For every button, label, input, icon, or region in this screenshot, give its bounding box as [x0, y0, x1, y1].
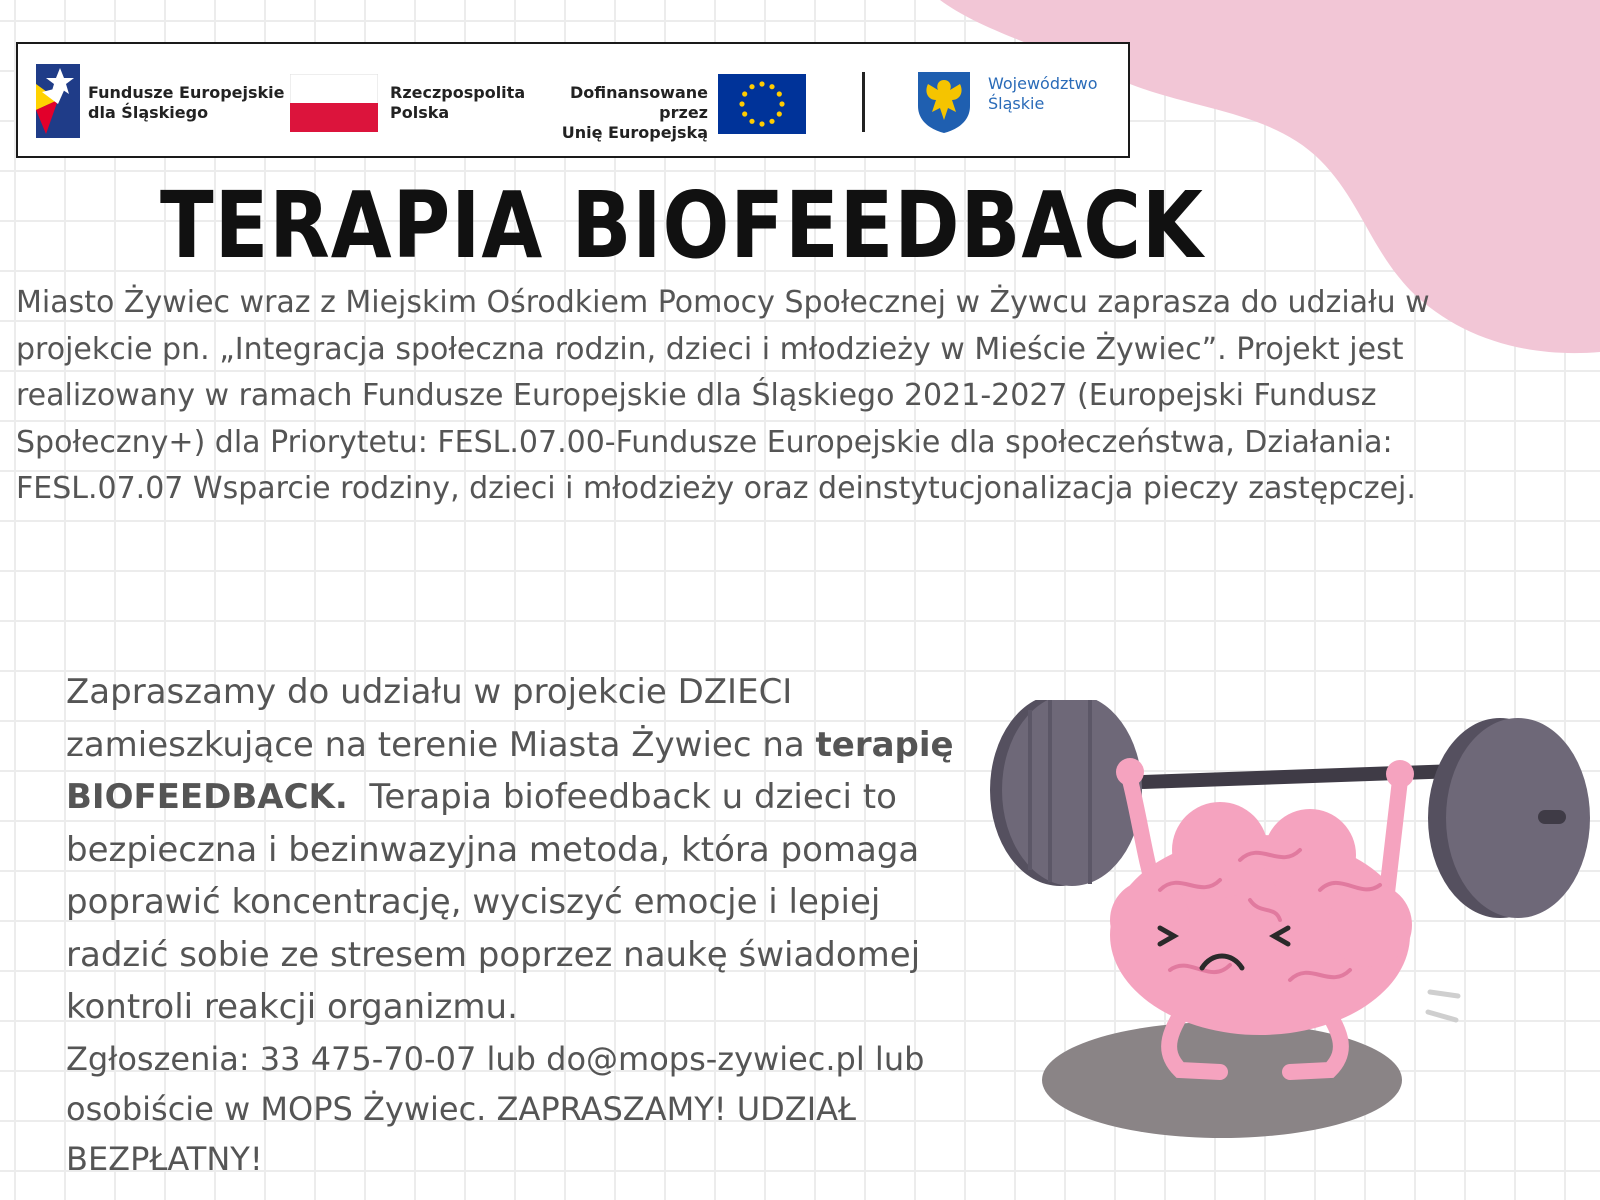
eu-star-icon	[769, 84, 774, 89]
silesia-coat-of-arms-icon	[916, 70, 972, 134]
rp-logo-line1: Rzeczpospolita	[390, 83, 526, 102]
eu-star-icon	[749, 84, 754, 89]
ue-logo-line1: Dofinansowane przez	[569, 83, 708, 122]
page-title: TERAPIA BIOFEEDBACK	[160, 172, 1204, 279]
eu-star-icon	[777, 91, 782, 96]
logo-divider	[862, 72, 865, 132]
fe-logo-text	[88, 83, 285, 123]
ue-logo-line2: Unię Europejską	[561, 123, 708, 142]
eu-star-icon	[739, 101, 744, 106]
eu-flag-icon	[718, 74, 806, 134]
brain-body	[1110, 802, 1412, 1035]
fe-logo-line2: dla Śląskiego	[88, 103, 209, 122]
eu-star-icon	[769, 119, 774, 124]
motion-lines	[1428, 992, 1458, 1020]
intro-paragraph: Miasto Żywiec wraz z Miejskim Ośrodkiem Pomocy Społecznej w Żywcu zaprasza do udziału w projekcie pn. „Integracja społeczna rodzin, dzieci i młodzieży w Mieście Żywiec”. Projekt jest realizowany w ramach Fundusze Europejskie dla Śląskiego 2021-2027 (Europejski Fundusz Społeczny+) dla Priorytetu: FESL.07.00-Fundusze Europejskie dla społeczeństwa, Działania: FESL.07.07 Wsparcie rodziny, dzieci i młodzieży oraz deinstytucjonalizacja pieczy zastępczej.	[16, 285, 1430, 506]
invitation-paragraph	[66, 666, 986, 1034]
ws-logo-line2: Śląskie	[988, 94, 1045, 113]
fe-logo-line1: Fundusze Europejskie	[88, 83, 285, 102]
eu-star-icon	[759, 121, 764, 126]
ue-logo-text	[540, 83, 708, 143]
logo-bar	[16, 42, 1130, 158]
eu-star-icon	[749, 119, 754, 124]
contact-paragraph: Zgłoszenia: 33 475-70-07 lub do@mops-zywiec.pl lub osobiście w MOPS Żywiec. ZAPRASZAMY! UDZIAŁ BEZPŁATNY!	[66, 1040, 925, 1178]
ws-logo-text	[988, 74, 1098, 114]
ws-logo-line1: Województwo	[988, 74, 1098, 93]
invitation-lead: Zapraszamy do udziału w projekcie DZIECI zamieszkujące na terenie Miasta Żywiec na	[66, 672, 816, 765]
invitation-rest: Terapia biofeedback u dzieci to bezpieczna i bezinwazyjna metoda, która pomaga poprawić koncentrację, wyciszyć emocje i lepiej radzić sobie ze stresem poprzez naukę świadomej kontroli reakcji organizmu.	[66, 777, 931, 1027]
eu-star-icon	[742, 91, 747, 96]
eu-star-icon	[742, 111, 747, 116]
rp-logo-text	[390, 83, 525, 123]
invitation-bold: terapię BIOFEEDBACK.	[66, 724, 954, 817]
rp-logo-line2: Polska	[390, 103, 450, 122]
left-weight-plate	[990, 700, 1142, 886]
brain-lifting-barbell-illustration	[990, 700, 1600, 1180]
right-weight-plate	[1428, 718, 1590, 918]
eu-star-icon	[779, 101, 784, 106]
eu-star-icon	[759, 81, 764, 86]
polish-flag-icon	[290, 74, 378, 132]
eu-star-icon	[777, 111, 782, 116]
fundusze-europejskie-logo	[36, 64, 80, 138]
